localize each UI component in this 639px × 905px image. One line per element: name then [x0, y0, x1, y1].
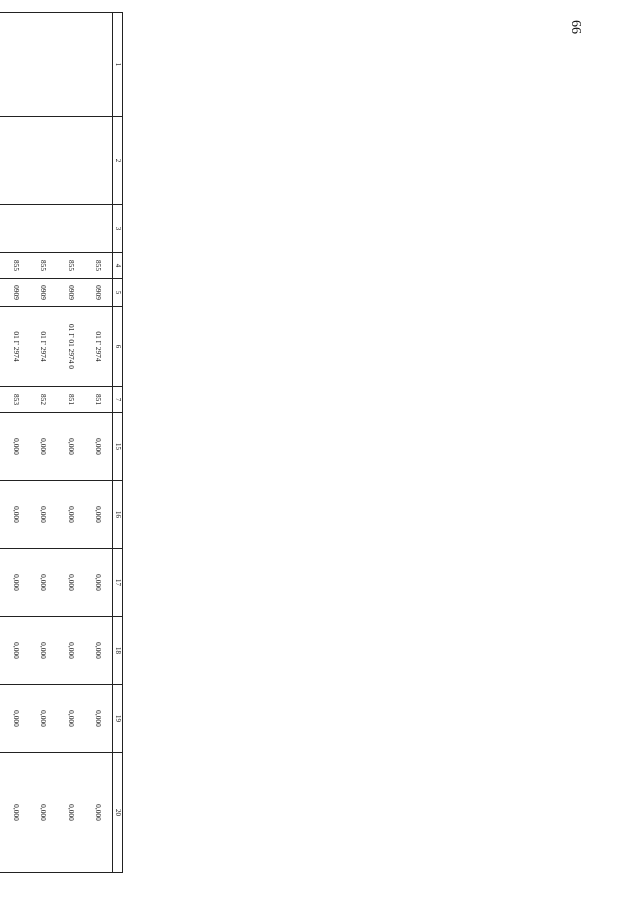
empty-cell [57, 205, 85, 253]
cell-c17: 0,000 [85, 549, 113, 617]
empty-cell [85, 13, 113, 117]
cell-c17: 0,000 [57, 549, 85, 617]
cell-c18: 0,000 [57, 617, 85, 685]
cell-c18: 0,000 [2, 617, 30, 685]
budget-table [0, 12, 123, 873]
header-cell: 15 [113, 413, 123, 481]
cell-c4: 855 [57, 253, 85, 279]
cell-c20: 0,000 [85, 753, 113, 873]
cell-c19 [0, 685, 2, 753]
table-row [30, 13, 58, 873]
header-cell: 6 [113, 307, 123, 387]
table-row [2, 13, 30, 873]
cell-c15 [0, 413, 2, 481]
header-cell: 3 [113, 205, 123, 253]
header-cell: 17 [113, 549, 123, 617]
empty-cell [0, 117, 2, 205]
cell-c17 [0, 549, 2, 617]
table-row [0, 13, 2, 873]
cell-c5: 0909 [85, 279, 113, 307]
cell-c6: 01 Г 2974 [85, 307, 113, 387]
cell-c7: 853 [2, 387, 30, 413]
cell-c15: 0,000 [30, 413, 58, 481]
cell-c4 [0, 253, 2, 279]
header-cell: 18 [113, 617, 123, 685]
cell-c18: 0,000 [30, 617, 58, 685]
cell-c16: 0,000 [2, 481, 30, 549]
empty-cell [30, 117, 58, 205]
cell-c6 [0, 307, 2, 387]
cell-c18: 0,000 [85, 617, 113, 685]
cell-c7: 852 [30, 387, 58, 413]
header-cell: 4 [113, 253, 123, 279]
cell-c17: 0,000 [30, 549, 58, 617]
header-cell: 20 [113, 753, 123, 873]
header-cell: 1 [113, 13, 123, 117]
empty-cell [57, 13, 85, 117]
table-row [57, 13, 85, 873]
cell-c16: 0,000 [85, 481, 113, 549]
cell-c6: 01 Г 2974 [2, 307, 30, 387]
header-cell: 7 [113, 387, 123, 413]
cell-c15: 0,000 [57, 413, 85, 481]
cell-c5: 0909 [2, 279, 30, 307]
empty-cell [0, 205, 2, 253]
cell-c20: 0,000 [57, 753, 85, 873]
cell-c5: 0909 [57, 279, 85, 307]
empty-cell [30, 205, 58, 253]
header-cell: 16 [113, 481, 123, 549]
cell-c15: 0,000 [2, 413, 30, 481]
header-cell: 5 [113, 279, 123, 307]
header-row [113, 13, 123, 873]
cell-c6: 01 Г 01 2974 0 [57, 307, 85, 387]
cell-c18 [0, 617, 2, 685]
cell-c17: 0,000 [2, 549, 30, 617]
cell-c4: 855 [85, 253, 113, 279]
cell-c16 [0, 481, 2, 549]
cell-c7: 851 [85, 387, 113, 413]
cell-c7: 851 [57, 387, 85, 413]
empty-cell [0, 13, 2, 117]
empty-cell [2, 205, 30, 253]
table-row [85, 13, 113, 873]
header-cell: 2 [113, 117, 123, 205]
page-number: 66 [568, 20, 583, 34]
cell-c19: 0,000 [85, 685, 113, 753]
cell-c19: 0,000 [2, 685, 30, 753]
cell-c5: 0909 [30, 279, 58, 307]
empty-cell [2, 117, 30, 205]
cell-c20: 0,000 [30, 753, 58, 873]
cell-c6: 01 Г 2974 [30, 307, 58, 387]
cell-c19: 0,000 [57, 685, 85, 753]
empty-cell [85, 117, 113, 205]
empty-cell [30, 13, 58, 117]
cell-c16: 0,000 [30, 481, 58, 549]
empty-cell [57, 117, 85, 205]
empty-cell [85, 205, 113, 253]
cell-c20 [0, 753, 2, 873]
cell-c20: 0,000 [2, 753, 30, 873]
empty-cell [2, 13, 30, 117]
cell-c15: 0,000 [85, 413, 113, 481]
cell-c4: 855 [30, 253, 58, 279]
cell-c4: 855 [2, 253, 30, 279]
cell-c5 [0, 279, 2, 307]
rotated-page [0, 12, 123, 872]
cell-c16: 0,000 [57, 481, 85, 549]
cell-c19: 0,000 [30, 685, 58, 753]
cell-c7 [0, 387, 2, 413]
header-cell: 19 [113, 685, 123, 753]
